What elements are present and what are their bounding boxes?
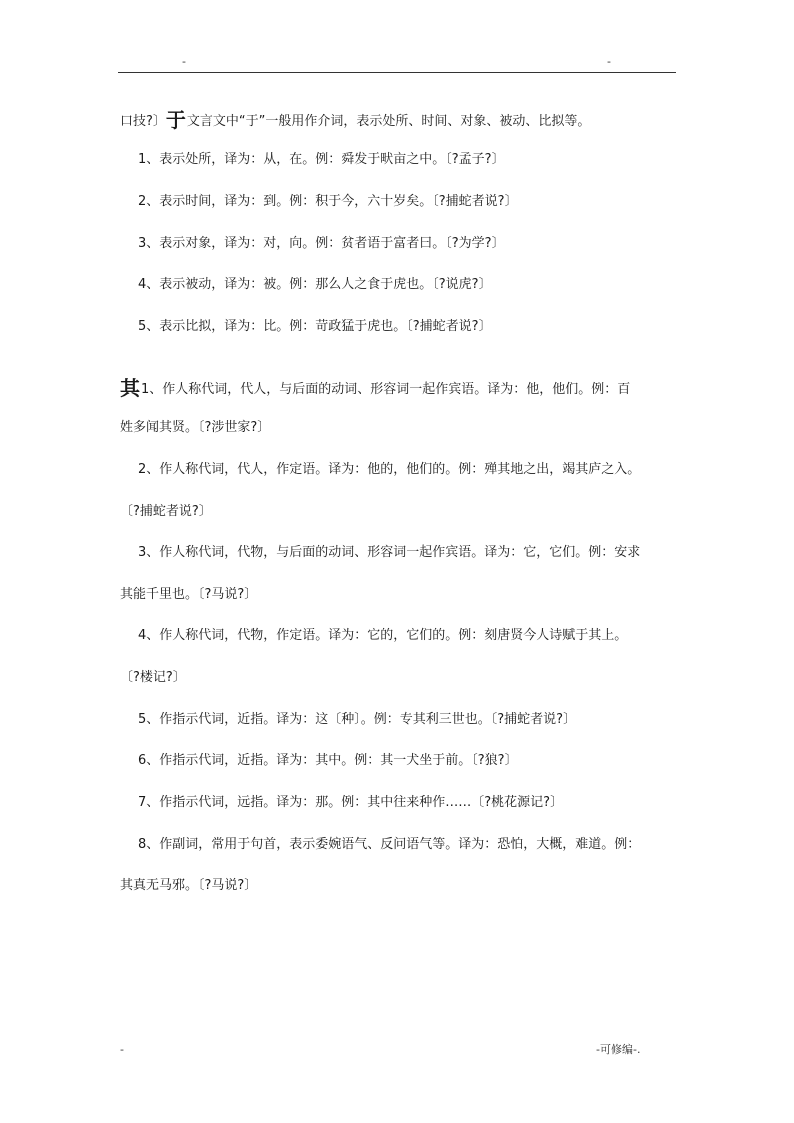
qi-item-8-line-2: 其真无马邪。〔?马说?〕 xyxy=(120,878,258,893)
header-rule xyxy=(118,72,676,73)
qi-item-7: 7、作指示代词，远指。译为：那。例：其中往来种作……〔?桃花源记?〕 xyxy=(138,795,564,810)
qi-item-4-line-2: 〔?楼记?〕 xyxy=(120,670,186,685)
yu-lead-text: 口技?〕 xyxy=(120,114,166,129)
qi-item-2-line-1: 2、作人称代词，代人，作定语。译为：他的，他们的。例：殚其地之出，竭其庐之入。 xyxy=(138,462,641,477)
header-left-mark: - xyxy=(182,55,186,68)
footer-editable-note: -可修编-. xyxy=(596,1043,641,1056)
qi-item-1-text: 1、作人称代词，代人，与后面的动词、形容词一起作宾语。译为：他，他们。例：百 xyxy=(141,382,631,397)
header-right-mark: - xyxy=(607,55,611,68)
yu-item-4: 4、表示被动，译为：被。例：那么人之食于虎也。〔?说虎?〕 xyxy=(138,277,492,292)
yu-intro-text: 文言文中“于”一般用作介词，表示处所、时间、对象、被动、比拟等。 xyxy=(186,114,591,129)
qi-item-1-line-2: 姓多闻其贤。〔?涉世家?〕 xyxy=(120,420,271,435)
qi-item-3-line-2: 其能千里也。〔?马说?〕 xyxy=(120,587,258,602)
yu-item-5: 5、表示比拟，译为：比。例：苛政猛于虎也。〔?捕蛇者说?〕 xyxy=(138,319,492,334)
qi-item-5: 5、作指示代词，近指。译为：这〔种〕。例：专其利三世也。〔?捕蛇者说?〕 xyxy=(138,712,577,727)
yu-item-3: 3、表示对象，译为：对，向。例：贫者语于富者曰。〔?为学?〕 xyxy=(138,236,505,251)
qi-item-3-line-1: 3、作人称代词，代物，与后面的动词、形容词一起作宾语。译为：它，它们。例：安求 xyxy=(138,545,641,560)
yu-heading-line xyxy=(120,110,590,130)
qi-item-4-line-1: 4、作人称代词，代物，作定语。译为：它的，它们的。例：刻唐贤今人诗赋于其上。 xyxy=(138,628,628,643)
footer-left-mark: - xyxy=(120,1043,124,1056)
qi-item-1-line-1 xyxy=(120,378,630,398)
yu-item-1: 1、表示处所，译为：从，在。例：舜发于畎亩之中。〔?孟子?〕 xyxy=(138,152,505,167)
yu-item-2: 2、表示时间，译为：到。例：积于今，六十岁矣。〔?捕蛇者说?〕 xyxy=(138,194,518,209)
qi-item-8-line-1: 8、作副词，常用于句首，表示委婉语气、反问语气等。译为：恐怕，大概，难道。例： xyxy=(138,837,641,852)
qi-item-2-line-2: 〔?捕蛇者说?〕 xyxy=(120,504,212,519)
yu-heading-char: 于 xyxy=(165,108,186,132)
qi-heading-char: 其 xyxy=(120,376,140,400)
qi-item-6: 6、作指示代词，近指。译为：其中。例：其一犬坐于前。〔?狼?〕 xyxy=(138,753,518,768)
